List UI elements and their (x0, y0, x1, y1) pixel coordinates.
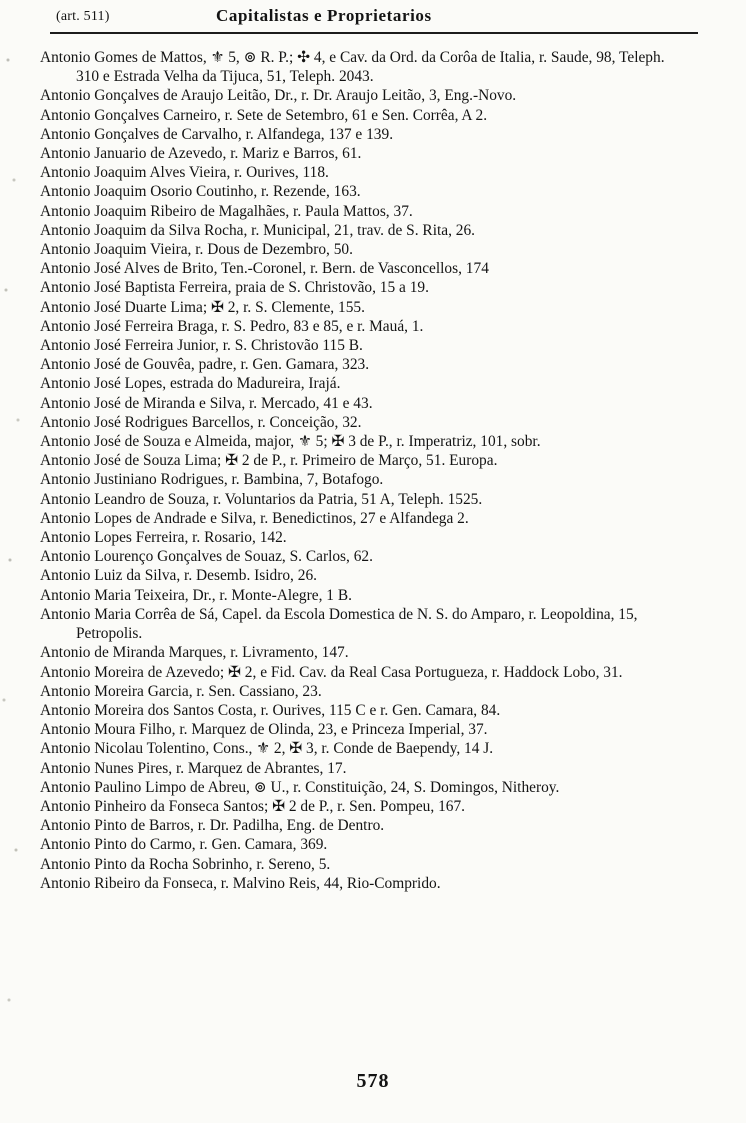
list-item: Antonio Lopes Ferreira, r. Rosario, 142. (40, 529, 287, 547)
list-item: Antonio Maria Teixeira, Dr., r. Monte-Alegre, 1 B. (40, 586, 352, 604)
list-item: Antonio Gomes de Mattos, ⚜ 5, ⊚ R. P.; ✣ 4, e Cav. da Ord. da Corôa de Italia, r. Saude, 98, Teleph. 310 e Estrada Velha da Tijuca, 51, Teleph. 2043. (40, 49, 665, 86)
list-item: Antonio José de Souza Lima; ✠ 2 de P., r. Primeiro de Março, 51. Europa. (40, 452, 498, 470)
list-item: Antonio Gonçalves de Carvalho, r. Alfandega, 137 e 139. (40, 125, 394, 143)
list-item: Antonio Gonçalves Carneiro, r. Sete de Setembro, 61 e Sen. Corrêa, A 2. (40, 106, 488, 124)
page-margin (0, 0, 30, 1123)
list-item: Antonio Lourenço Gonçalves de Souaz, S. Carlos, 62. (40, 548, 373, 566)
list-item: Antonio José Alves de Brito, Ten.-Coronel, r. Bern. de Vasconcellos, 174 (40, 260, 489, 278)
article-reference: (art. 511) (56, 9, 110, 24)
page-header (56, 5, 696, 31)
list-item: Antonio José Duarte Lima; ✠ 2, r. S. Clemente, 155. (40, 298, 365, 316)
list-item: Antonio Lopes de Andrade e Silva, r. Benedictinos, 27 e Alfandega 2. (40, 509, 469, 527)
list-item: Antonio Moreira Garcia, r. Sen. Cassiano, 23. (40, 682, 322, 700)
list-item: Antonio Januario de Azevedo, r. Mariz e Barros, 61. (40, 145, 362, 163)
list-item: Antonio Justiniano Rodrigues, r. Bambina, 7, Botafogo. (40, 471, 384, 489)
list-item: Antonio José Ferreira Junior, r. S. Christovão 115 B. (40, 337, 363, 355)
list-item: Antonio Moura Filho, r. Marquez de Olinda, 23, e Princeza Imperial, 37. (40, 721, 488, 739)
header-rule (50, 32, 698, 34)
list-item: Antonio Joaquim Vieira, r. Dous de Dezembro, 50. (40, 241, 353, 259)
list-item: Antonio Pinheiro da Fonseca Santos; ✠ 2 de P., r. Sen. Pompeu, 167. (40, 797, 466, 815)
list-item: Antonio Pinto de Barros, r. Dr. Padilha, Eng. de Dentro. (40, 817, 385, 835)
list-item: Antonio José de Souza e Almeida, major, ⚜ 5; ✠ 3 de P., r. Imperatriz, 101, sobr. (40, 433, 541, 451)
list-item: Antonio José Lopes, estrada do Madureira, Irajá. (40, 375, 341, 393)
list-item: Antonio Paulino Limpo de Abreu, ⊚ U., r. Constituição, 24, S. Domingos, Nitheroy. (40, 778, 560, 796)
list-item: Antonio Pinto do Carmo, r. Gen. Camara, 369. (40, 836, 328, 854)
list-item: Antonio Gonçalves de Araujo Leitão, Dr., r. Dr. Araujo Leitão, 3, Eng.-Novo. (40, 87, 517, 105)
list-item: Antonio José de Miranda e Silva, r. Mercado, 41 e 43. (40, 394, 373, 412)
list-item: Antonio Leandro de Souza, r. Voluntarios da Patria, 51 A, Teleph. 1525. (40, 490, 483, 508)
list-item: Antonio Maria Corrêa de Sá, Capel. da Escola Domestica de N. S. do Amparo, r. Leopoldina, 15, Petropolis. (40, 605, 638, 643)
list-item: Antonio Joaquim Alves Vieira, r. Ourives, 118. (40, 164, 329, 182)
list-item: Antonio José de Gouvêa, padre, r. Gen. Gamara, 323. (40, 356, 370, 374)
list-item: Antonio José Rodrigues Barcellos, r. Conceição, 32. (40, 413, 362, 431)
list-item: Antonio Joaquim Ribeiro de Magalhães, r. Paula Mattos, 37. (40, 202, 413, 220)
list-item: Antonio Moreira de Azevedo; ✠ 2, e Fid. Cav. da Real Casa Portugueza, r. Haddock Lobo, 31. (40, 663, 623, 681)
list-item: Antonio Joaquim da Silva Rocha, r. Municipal, 21, trav. de S. Rita, 26. (40, 221, 476, 239)
list-item: Antonio de Miranda Marques, r. Livramento, 147. (40, 644, 349, 662)
list-item: Antonio Luiz da Silva, r. Desemb. Isidro, 26. (40, 567, 317, 585)
running-title: Capitalistas e Proprietarios (216, 6, 432, 25)
list-item: Antonio José Baptista Ferreira, praia de S. Christovão, 15 a 19. (40, 279, 429, 297)
list-item: Antonio Moreira dos Santos Costa, r. Ourives, 115 C e r. Gen. Camara, 84. (40, 701, 501, 719)
list-item: Antonio Nunes Pires, r. Marquez de Abrantes, 17. (40, 759, 347, 777)
list-item: Antonio Nicolau Tolentino, Cons., ⚜ 2, ✠ 3, r. Conde de Baependy, 14 J. (40, 740, 494, 758)
list-item: Antonio Ribeiro da Fonseca, r. Malvino Reis, 44, Rio-Comprido. (40, 874, 441, 892)
list-item: Antonio Pinto da Rocha Sobrinho, r. Sereno, 5. (40, 855, 331, 873)
entry-list (40, 48, 680, 893)
list-item: Antonio José Ferreira Braga, r. S. Pedro, 83 e 85, e r. Mauá, 1. (40, 317, 424, 335)
list-item: Antonio Joaquim Osorio Coutinho, r. Rezende, 163. (40, 183, 361, 201)
page-number: 578 (356, 1070, 390, 1092)
